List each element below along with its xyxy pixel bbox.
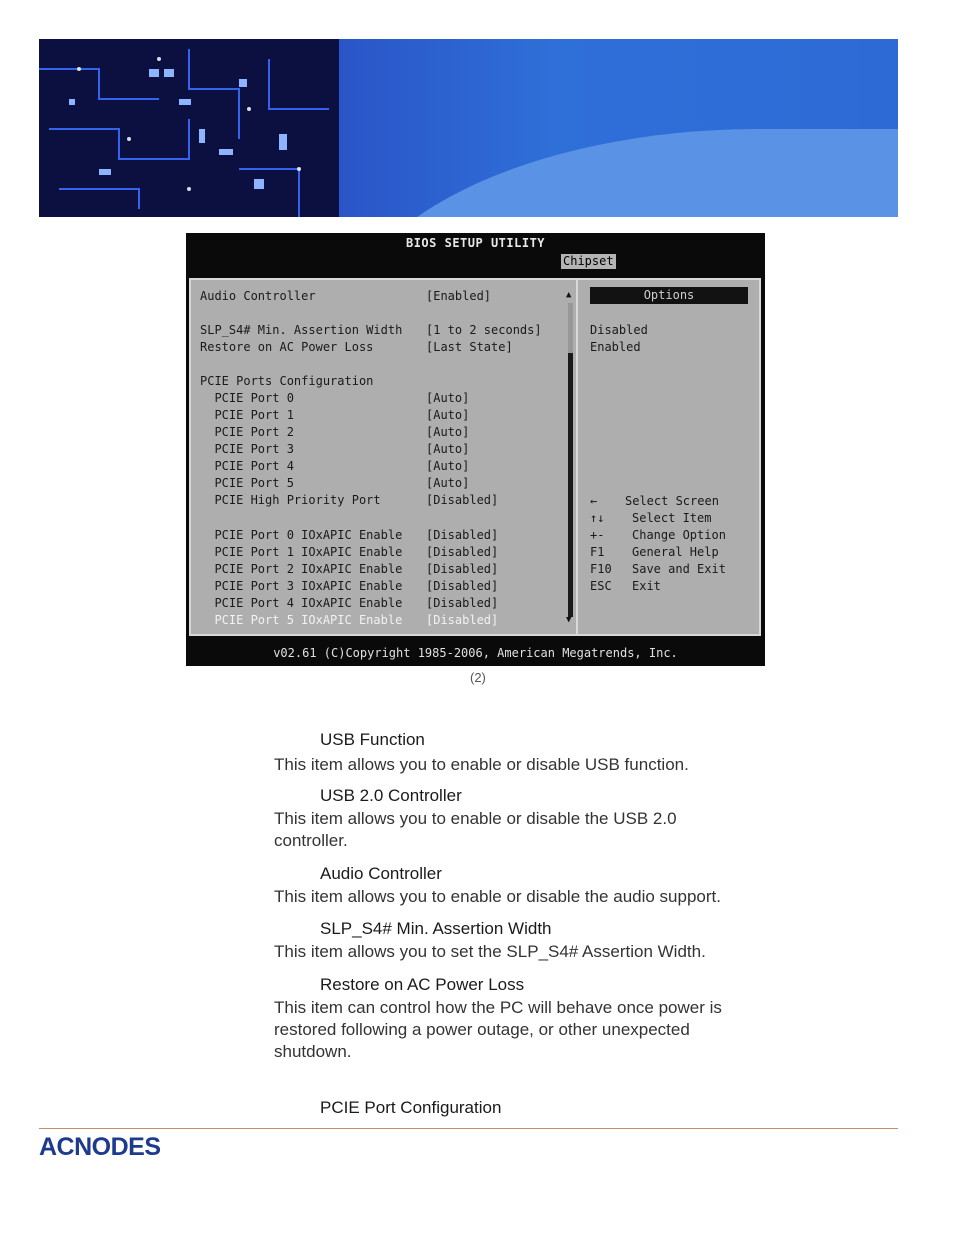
key-description: Select Item	[632, 511, 712, 525]
bios-screenshot	[186, 233, 765, 666]
key-name: F1	[590, 545, 605, 559]
text-restore-ac-power-loss: This item can control how the PC will behave once power is restored following a power outage, or other unexpected shutdown.	[274, 998, 722, 1061]
setting-value[interactable]: [Auto]	[426, 442, 470, 456]
bios-scrollbar-thumb[interactable]	[568, 353, 573, 617]
bios-copyright: v02.61 (C)Copyright 1985-2006, American Megatrends, Inc.	[273, 646, 678, 660]
setting-label[interactable]: PCIE Port 5 IOxAPIC Enable	[200, 613, 403, 627]
setting-value[interactable]: [Auto]	[426, 391, 470, 405]
setting-label[interactable]: PCIE Port 4	[200, 459, 294, 473]
bios-panel-divider	[576, 278, 578, 636]
setting-label[interactable]: PCIE Ports Configuration	[200, 374, 374, 388]
setting-value[interactable]: [Disabled]	[426, 579, 499, 593]
setting-label[interactable]: PCIE Port 1	[200, 408, 294, 422]
scroll-up-arrow-icon[interactable]: ▲	[566, 290, 572, 300]
text-slp-s4-assertion-width: This item allows you to set the SLP_S4# Assertion Width.	[274, 942, 706, 961]
key-description: Select Screen	[625, 494, 719, 508]
setting-label[interactable]: PCIE Port 0	[200, 391, 294, 405]
bios-title: BIOS SETUP UTILITY	[405, 236, 546, 250]
setting-value[interactable]: [1 to 2 seconds]	[426, 323, 542, 337]
heading-slp-s4-assertion-width: SLP_S4# Min. Assertion Width	[320, 919, 552, 938]
key-name: ESC	[590, 579, 612, 593]
setting-label[interactable]: SLP_S4# Min. Assertion Width	[200, 323, 403, 337]
setting-label[interactable]: PCIE Port 5	[200, 476, 294, 490]
option-item[interactable]: Disabled	[590, 323, 648, 337]
circuit-board-graphic	[39, 39, 339, 217]
figure-caption: (2)	[470, 670, 486, 685]
setting-value[interactable]: [Disabled]	[426, 493, 499, 507]
setting-label[interactable]: PCIE High Priority Port	[200, 493, 381, 507]
heading-audio-controller: Audio Controller	[320, 864, 442, 883]
setting-value[interactable]: [Auto]	[426, 425, 470, 439]
options-header: Options	[590, 287, 748, 304]
setting-value[interactable]: [Auto]	[426, 408, 470, 422]
setting-value[interactable]: [Disabled]	[426, 596, 499, 610]
setting-label[interactable]: Audio Controller	[200, 289, 316, 303]
setting-value[interactable]: [Disabled]	[426, 562, 499, 576]
heading-pcie-port-configuration: PCIE Port Configuration	[320, 1098, 502, 1117]
text-audio-controller: This item allows you to enable or disable the audio support.	[274, 887, 721, 906]
setting-value[interactable]: [Disabled]	[426, 613, 499, 627]
key-description: Save and Exit	[632, 562, 726, 576]
acnodes-logo: ACNODES	[39, 1133, 161, 1161]
key-name: +-	[590, 528, 605, 542]
option-item[interactable]: Enabled	[590, 340, 641, 354]
footer-rule	[39, 1128, 898, 1129]
tab-chipset[interactable]: Chipset	[563, 254, 614, 268]
key-name: ←	[590, 494, 598, 508]
setting-label[interactable]: PCIE Port 0 IOxAPIC Enable	[200, 528, 403, 542]
setting-value[interactable]: [Auto]	[426, 476, 470, 490]
setting-value[interactable]: [Auto]	[426, 459, 470, 473]
setting-label[interactable]: PCIE Port 3 IOxAPIC Enable	[200, 579, 403, 593]
bios-title-bar	[186, 233, 765, 268]
key-name: ↑↓	[590, 511, 605, 525]
scroll-down-arrow-icon[interactable]: ▼	[566, 615, 572, 625]
setting-label[interactable]: PCIE Port 2	[200, 425, 294, 439]
setting-label[interactable]: PCIE Port 3	[200, 442, 294, 456]
setting-value[interactable]: [Enabled]	[426, 289, 492, 303]
setting-label[interactable]: PCIE Port 4 IOxAPIC Enable	[200, 596, 403, 610]
key-description: Exit	[632, 579, 661, 593]
header-banner	[39, 39, 898, 217]
setting-label[interactable]: Restore on AC Power Loss	[200, 340, 374, 354]
setting-value[interactable]: [Last State]	[426, 340, 513, 354]
banner-swoosh	[339, 129, 898, 217]
setting-label[interactable]: PCIE Port 1 IOxAPIC Enable	[200, 545, 403, 559]
key-description: General Help	[632, 545, 719, 559]
heading-restore-ac-power-loss: Restore on AC Power Loss	[320, 975, 525, 994]
text-usb-2-controller: This item allows you to enable or disable the USB 2.0 controller.	[274, 809, 677, 850]
key-name: F10	[590, 562, 612, 576]
setting-label[interactable]: PCIE Port 2 IOxAPIC Enable	[200, 562, 403, 576]
text-usb-function: This item allows you to enable or disable USB function.	[274, 755, 689, 774]
heading-usb-function: USB Function	[320, 730, 425, 749]
heading-usb-2-controller: USB 2.0 Controller	[320, 786, 462, 805]
setting-value[interactable]: [Disabled]	[426, 545, 499, 559]
setting-value[interactable]: [Disabled]	[426, 528, 499, 542]
key-description: Change Option	[632, 528, 726, 542]
